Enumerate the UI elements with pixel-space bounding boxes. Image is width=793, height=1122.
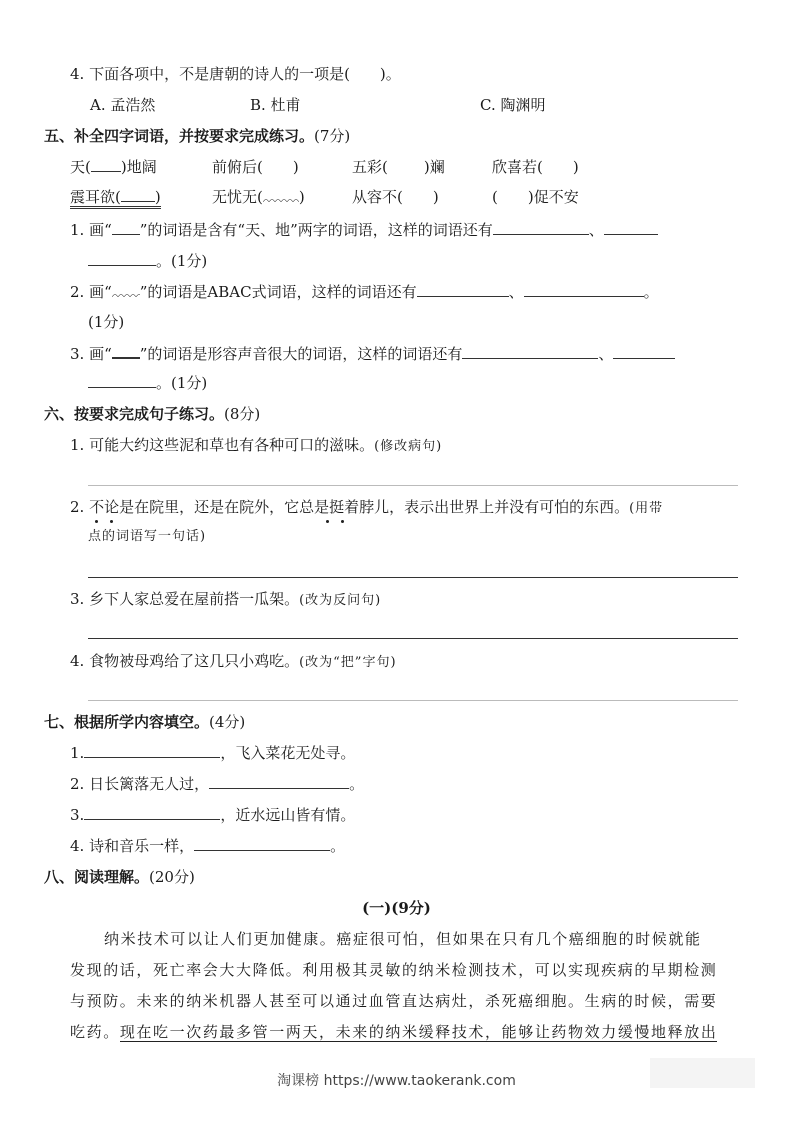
item-6-3: 3. 乡下人家总爱在屋前搭一瓜架。(改为反问句) (70, 590, 382, 608)
answer-blank[interactable] (194, 836, 330, 851)
fill-7-4: 4. 诗和音乐一样， 。 (70, 837, 346, 855)
answer-blank[interactable] (493, 220, 589, 235)
section-7-title: 七、根据所学内容填空。 (44, 713, 210, 731)
section-7-score: (4分) (209, 713, 246, 731)
option-c: C. 陶渊明 (480, 96, 546, 114)
word-2: 前俯后( ) (212, 158, 299, 176)
exercise-5-1: 1. 画“ ”的词语是含有“天、地”两字的词语，这样的词语还有 、 (70, 220, 658, 240)
answer-line[interactable] (88, 638, 738, 639)
page-footer: 淘课榜 https://www.taokerank.com (277, 1073, 516, 1089)
option-b: B. 杜甫 (250, 96, 301, 114)
reading-subtitle: (一)(9分) (362, 899, 431, 917)
section-5-title: 五、补全四字词语，并按要求完成练习。 (44, 127, 315, 145)
answer-blank[interactable] (84, 743, 220, 758)
answer-blank[interactable] (417, 282, 509, 297)
word-1: 天( )地阔 (70, 158, 157, 176)
fill-7-1: 1. ，飞入菜花无处寻。 (70, 744, 356, 762)
answer-blank[interactable] (462, 344, 598, 359)
answer-line[interactable] (88, 485, 738, 486)
emphasis-dot (110, 520, 113, 523)
section-7-heading (44, 712, 245, 732)
word-3: 五彩( )斓 (352, 158, 445, 176)
exercise-5-3: 3. 画“ ”的词语是形容声音很大的词语，这样的词语还有 、 (70, 343, 675, 364)
fill-7-2: 2. 日长篱落无人过， 。 (70, 775, 365, 793)
word-5-blank[interactable] (121, 187, 155, 202)
answer-blank[interactable] (613, 344, 675, 359)
section-5-heading (44, 126, 350, 146)
answer-line[interactable] (88, 577, 738, 578)
emphasis-dot (341, 520, 344, 523)
section-6-score: (8分) (224, 405, 261, 423)
item-6-4: 4. 食物被母鸡给了这几只小鸡吃。(改为“把”字句) (70, 652, 397, 670)
section-5-score: (7分) (314, 127, 351, 145)
answer-line[interactable] (88, 700, 738, 701)
word-1-blank[interactable] (91, 157, 121, 172)
section-6-title: 六、按要求完成句子练习。 (44, 405, 225, 423)
reading-passage (70, 924, 740, 1048)
exercise-5-2: 2. 画“ ”的词语是ABAC式词语，这样的词语还有 、 。 (70, 283, 659, 301)
emphasis-dot (326, 520, 329, 523)
emphasis-dot (95, 520, 98, 523)
answer-blank[interactable] (88, 251, 156, 266)
word-6-blank[interactable] (263, 188, 299, 202)
item-6-1: 1. 可能大约这些泥和草也有各种可口的滋味。(修改病句) (70, 436, 443, 454)
exercise-5-1-cont: 。(1分) (88, 251, 207, 271)
section-8-score: (20分) (149, 868, 195, 886)
word-5: 震耳欲( ) (70, 187, 161, 207)
answer-blank[interactable] (524, 282, 644, 297)
passage-line: 纳米技术可以让人们更加健康。癌症很可怕，但如果在只有几个癌细胞的时候就能 (104, 930, 702, 948)
word-6: 无忧无( ) (212, 188, 305, 206)
section-8-heading (44, 867, 195, 887)
exercise-5-3-cont: 。(1分) (88, 373, 207, 393)
passage-line: 与预防。未来的纳米机器人甚至可以通过血管直达病灶，杀死癌细胞。生病的时候，需要 (70, 992, 718, 1010)
passage-line: 吃药。现在吃一次药最多管一两天，未来的纳米缓释技术，能够让药物效力缓慢地释放出 (70, 1023, 718, 1041)
underlined-sentence: 现在吃一次药最多管一两天，未来的纳米缓释技术，能够让药物效力缓慢地释放出 (119, 1023, 718, 1041)
word-8: ( )促不安 (492, 188, 579, 206)
answer-blank[interactable] (84, 805, 220, 820)
answer-blank[interactable] (88, 373, 156, 388)
option-a: A. 孟浩然 (90, 96, 156, 114)
item-6-2: 2. 不论是在院里，还是在院外，它总是挺着脖儿，表示出世界上并没有可怕的东西。(用带 (70, 498, 664, 516)
section-8-title: 八、阅读理解。 (44, 868, 150, 886)
item-6-2-note: 点的词语写一句话) (88, 529, 207, 544)
answer-blank[interactable] (604, 220, 658, 235)
fill-7-3: 3. ，近水远山皆有情。 (70, 806, 356, 824)
passage-line: 发现的话，死亡率会大大降低。利用极其灵敏的纳米检测技术，可以实现疾病的早期检测 (70, 961, 718, 979)
word-4: 欣喜若( ) (492, 158, 579, 176)
section-6-heading (44, 404, 260, 424)
exercise-5-2-score: (1分) (88, 313, 125, 331)
answer-blank[interactable] (209, 774, 349, 789)
word-7: 从容不( ) (352, 188, 439, 206)
question-4-stem: 4. 下面各项中，不是唐朝的诗人的一项是( )。 (70, 65, 401, 83)
